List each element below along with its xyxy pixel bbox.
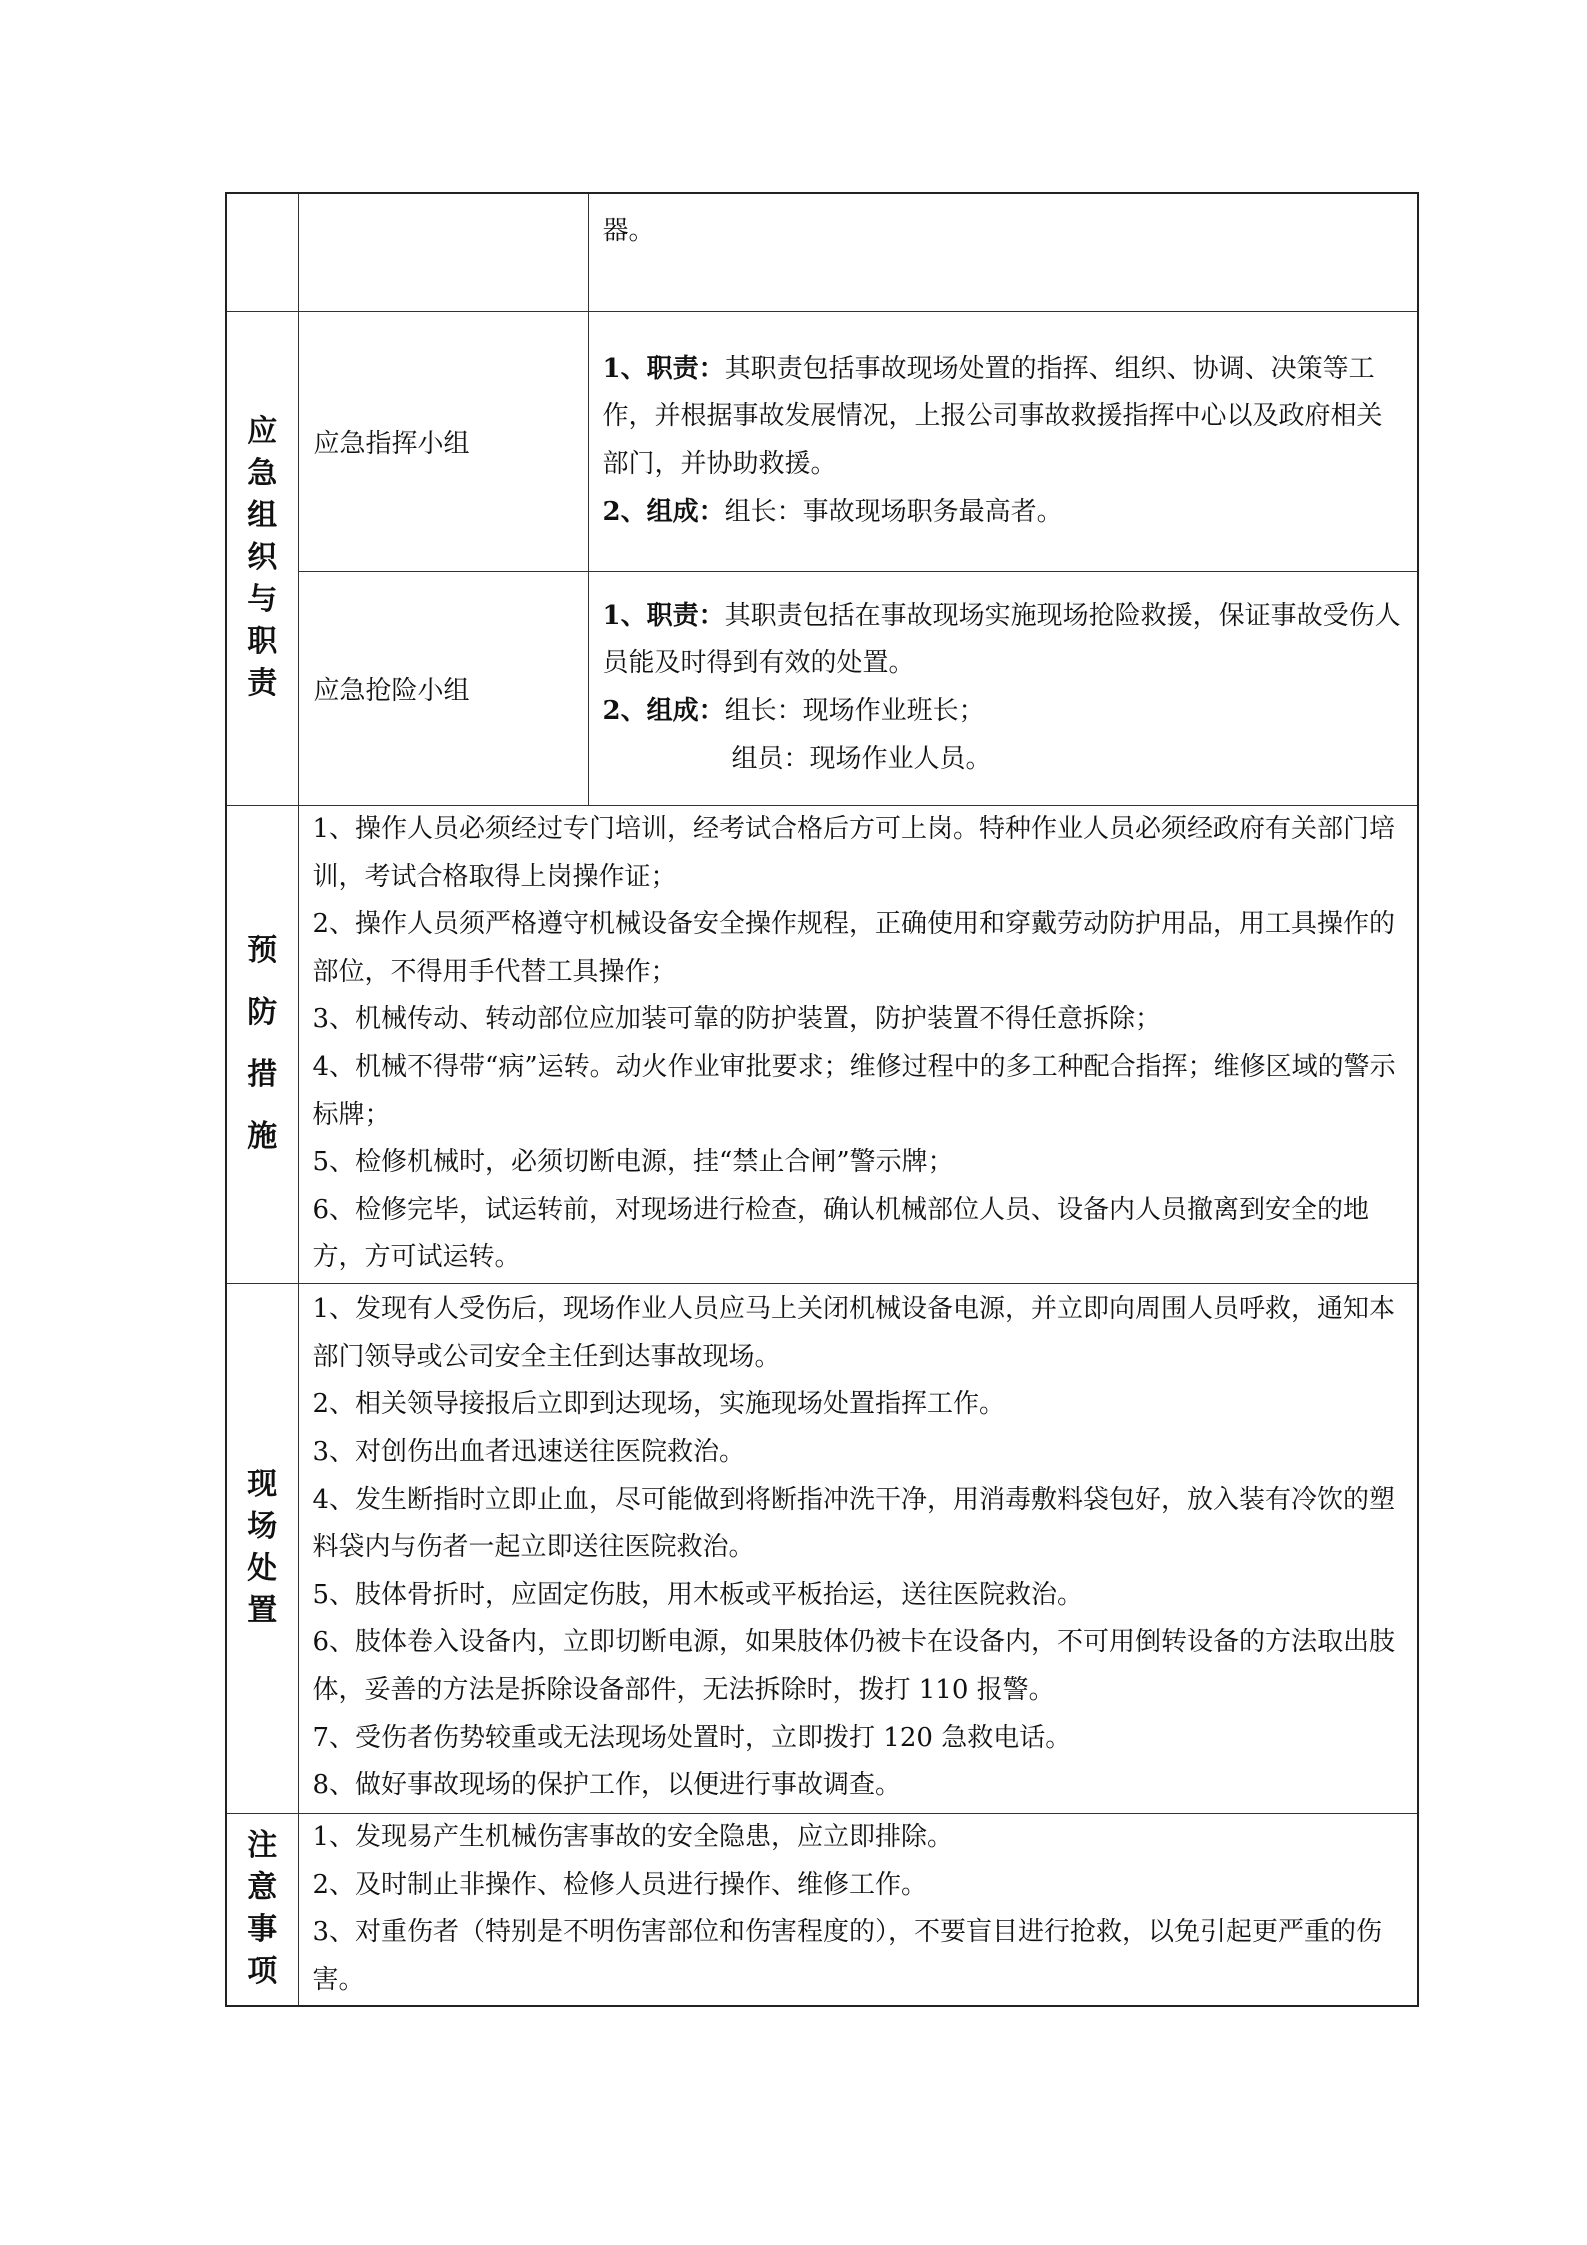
- rescue-group-row: [226, 571, 1418, 805]
- notes-row: [226, 1813, 1418, 2006]
- onsite-row: [226, 1283, 1418, 1813]
- org-duty-heading: 应 急 组 织 与 职 责: [226, 311, 298, 805]
- list-item: 1、发现易产生机械伤害事故的安全隐患，应立即排除。: [312, 1822, 954, 1853]
- prevention-row: [226, 805, 1418, 1283]
- list-item: 5、检修机械时，必须切断电源，挂“禁止合闸”警示牌；: [312, 1147, 954, 1178]
- list-item: 3、对重伤者（特别是不明伤害部位和伤害程度的），不要盲目进行抢救，以免引起更严重的伤害。: [312, 1917, 1383, 1995]
- list-item: 3、对创伤出血者迅速送往医院救治。: [312, 1437, 746, 1468]
- continuation-text: 器。: [602, 216, 655, 246]
- list-item: 6、肢体卷入设备内，立即切断电源，如果肢体仍被卡在设备内，不可用倒转设备的方法取出肢体，妥善的方法是拆除设备部件，无法拆除时，拨打 110 报警。: [312, 1627, 1396, 1705]
- empty-label-cell: [298, 193, 588, 311]
- emergency-plan-table: [225, 192, 1419, 2007]
- list-item: 5、肢体骨折时，应固定伤肢，用木板或平板抬运，送往医院救治。: [312, 1579, 1084, 1610]
- rescue-group-name: 应急抢险小组: [298, 571, 588, 805]
- list-item: 4、机械不得带“病”运转。动火作业审批要求；维修过程中的多工种配合指挥；维修区域的警示标牌；: [312, 1052, 1396, 1130]
- onsite-heading: 现 场 处 置: [226, 1283, 298, 1813]
- list-item: 1、操作人员必须经过专门培训，经考试合格后方可上岗。特种作业人员必须经政府有关部门培训，考试合格取得上岗操作证；: [312, 814, 1396, 892]
- notes-list: [298, 1813, 1418, 2006]
- notes-heading: 注 意 事 项: [226, 1813, 298, 2006]
- list-item: 8、做好事故现场的保护工作，以便进行事故调查。: [312, 1770, 902, 1801]
- rescue-group-detail: [588, 571, 1418, 805]
- list-item: 2、及时制止非操作、检修人员进行操作、维修工作。: [312, 1869, 928, 1900]
- prevention-heading: 预 防 措 施: [226, 805, 298, 1283]
- empty-heading-cell: [226, 193, 298, 311]
- list-item: 1、发现有人受伤后，现场作业人员应马上关闭机械设备电源，并立即向周围人员呼救，通知本部门领导或公司安全主任到达事故现场。: [312, 1294, 1396, 1372]
- list-item: 3、机械传动、转动部位应加装可靠的防护装置，防护装置不得任意拆除；: [312, 1004, 1162, 1035]
- rescue-duty: 1、职责：其职责包括在事故现场实施现场抢险救援，保证事故受伤人员能及时得到有效的处置。: [602, 600, 1401, 679]
- response-plan-sheet: [225, 192, 1417, 2005]
- rescue-composition: 2、组成：组长：现场作业班长；: [602, 696, 985, 726]
- command-group-detail: [588, 311, 1418, 571]
- continuation-row: [226, 193, 1418, 311]
- list-item: 7、受伤者伤势较重或无法现场处置时，立即拨打 120 急救电话。: [312, 1722, 1072, 1753]
- command-duty: 1、职责：其职责包括事故现场处置的指挥、组织、协调、决策等工作，并根据事故发展情况，上报公司事故救援指挥中心以及政府相关部门，并协助救援。: [602, 353, 1383, 479]
- prevention-list: [298, 805, 1418, 1283]
- rescue-members: 组员：现场作业人员。: [731, 743, 992, 774]
- list-item: 4、发生断指时立即止血，尽可能做到将断指冲洗干净，用消毒敷料袋包好，放入装有冷饮的塑料袋内与伤者一起立即送往医院救治。: [312, 1484, 1396, 1563]
- command-group-name: 应急指挥小组: [298, 311, 588, 571]
- list-item: 2、相关领导接报后立即到达现场，实施现场处置指挥工作。: [312, 1389, 1006, 1420]
- onsite-list: [298, 1283, 1418, 1813]
- command-group-row: [226, 311, 1418, 571]
- continuation-cell: [588, 193, 1418, 311]
- command-composition: 2、组成：组长：事故现场职务最高者。: [602, 496, 1063, 527]
- list-item: 6、检修完毕，试运转前，对现场进行检查，确认机械部位人员、设备内人员撤离到安全的地方，方可试运转。: [312, 1194, 1370, 1273]
- list-item: 2、操作人员须严格遵守机械设备安全操作规程，正确使用和穿戴劳动防护用品，用工具操作的部位，不得用手代替工具操作；: [312, 909, 1396, 987]
